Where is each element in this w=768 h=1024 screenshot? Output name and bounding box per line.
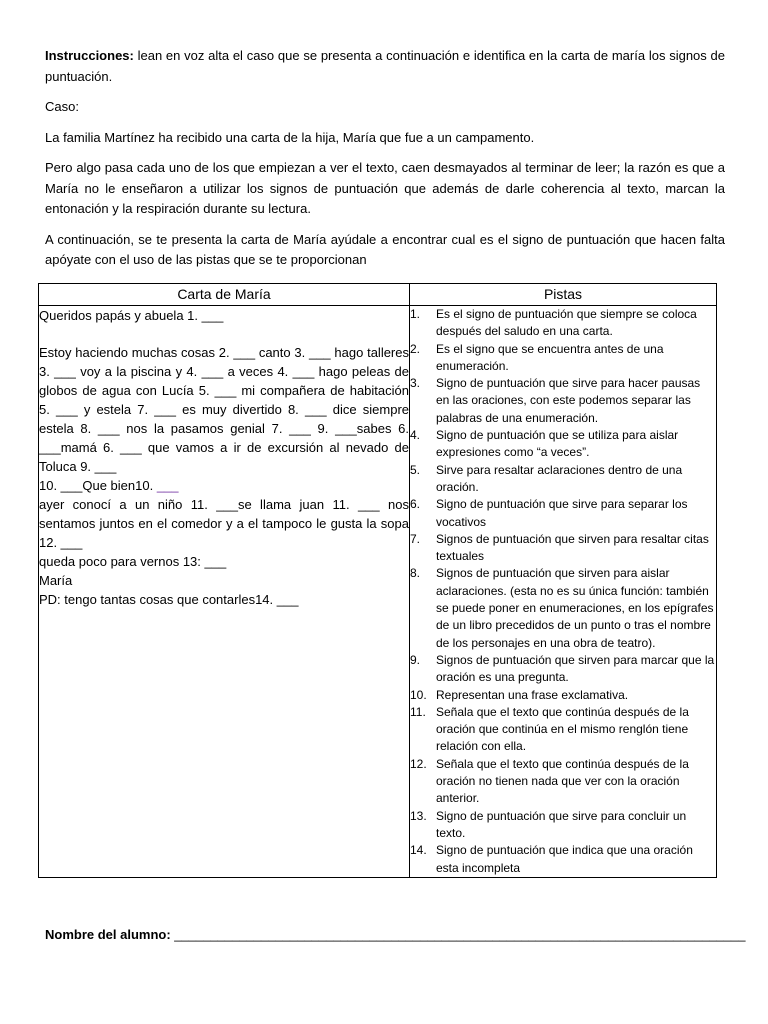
clue-text: Señala que el texto que continúa después de la oración no tienen nada que ver con la oración anterior. (436, 756, 689, 806)
letter-greeting: Queridos papás y abuela 1. ___ (39, 308, 224, 323)
letter-cell (39, 306, 410, 878)
instructions-section (45, 46, 725, 281)
clue-text: Es el signo que se encuentra antes de una enumeración. (436, 341, 664, 373)
letter-line-10 (39, 476, 409, 495)
instructions-paragraph (45, 46, 725, 87)
clue-number: 2. (410, 341, 421, 356)
letter-line-13: queda poco para vernos 13: ___ (39, 554, 227, 569)
clue-number: 3. (410, 376, 421, 391)
letter-line-10-blank: ___ (156, 478, 179, 493)
case-paragraph-1: La familia Martínez ha recibido una carta de la hija, María que fue a un campamento. (45, 129, 535, 145)
clue-item (410, 306, 716, 341)
clue-number: 5. (410, 462, 421, 477)
clue-text: Sirve para resaltar aclaraciones dentro de una oración. (436, 462, 683, 494)
student-name-field (45, 927, 745, 942)
clue-number: 13. (410, 808, 427, 823)
clue-item (410, 462, 716, 497)
clue-text: Signo de puntuación que sirve para concluir un texto. (436, 808, 687, 840)
clue-number: 6. (410, 497, 421, 512)
clue-item (410, 687, 716, 704)
clue-item (410, 427, 716, 462)
clue-item (410, 842, 716, 877)
clue-number: 4. (410, 428, 421, 443)
instructions-text: lean en voz alta el caso que se presenta a continuación e identifica en la carta de maría los signos de puntuación. (45, 48, 725, 84)
clue-text: Signo de puntuación que indica que una oración esta incompleta (436, 843, 693, 875)
clue-number: 8. (410, 566, 421, 581)
clue-text: Signos de puntuación que sirven para resaltar citas textuales (436, 531, 709, 564)
clue-text: Representan una frase exclamativa. (436, 687, 629, 702)
clue-item (410, 531, 716, 566)
letter-signature: María (39, 573, 73, 588)
clue-text: Signos de puntuación que sirven para aislar aclaraciones. (esta no es su única función: también se puede poner en enumeraciones, en los epígrafes de un libro precedidos de un punto o tras el nombre de los personajes en una obra de teatro). (436, 566, 714, 650)
clues-column-header: Pistas (410, 284, 717, 306)
clue-text: Signo de puntuación que se utiliza para aislar expresiones como “a veces”. (436, 428, 679, 460)
letter-line-11: ayer conocí a un niño 11. ___se llama juan 11. ___ nos sentamos juntos en el comedor y a el tampoco le gusta la sopa 12. ___ (39, 497, 409, 550)
case-paragraph-3: A continuación, se te presenta la carta de María ayúdale a encontrar cual es el signo de puntuación que hacen falta apóyate con el uso de las pistas que se te proporcionan (45, 231, 725, 267)
clue-number: 12. (410, 756, 427, 771)
clue-number: 9. (410, 652, 421, 667)
clue-item (410, 704, 716, 756)
student-name-label: Nombre del alumno: (45, 927, 171, 942)
case-paragraph-2: Pero algo pasa cada uno de los que empiezan a ver el texto, caen desmayados al terminar de leer; la razón es que a María no le enseñaron a utilizar los signos de puntuación que además de darle coherencia al texto, marcan la entonación y la respiración durante su lectura. (45, 160, 725, 216)
worksheet-table (38, 283, 717, 878)
clue-number: 10. (410, 687, 427, 702)
clue-text: Signo de puntuación que sirve para separar los vocativos (436, 497, 688, 529)
clue-item (410, 565, 716, 651)
clue-item (410, 756, 716, 808)
student-name-line: _______________________________________________________________________________ (170, 927, 746, 942)
clue-number: 7. (410, 531, 421, 546)
clue-text: Es el signo de puntuación que siempre se coloca después del saludo en una carta. (436, 307, 697, 339)
letter-column-header: Carta de María (39, 284, 410, 306)
clue-number: 1. (410, 307, 421, 321)
clue-item (410, 375, 716, 427)
clues-cell (410, 306, 717, 878)
clue-item (410, 341, 716, 376)
clue-text: Señala que el texto que continúa después de la oración que continúa en el mismo renglón tiene relación con ella. (436, 704, 689, 754)
caso-label: Caso: (45, 99, 79, 114)
clue-item (410, 652, 716, 687)
clue-text: Signo de puntuación que sirve para hacer pausas en las oraciones, con este podemos separar las palabras de una enumeración. (436, 376, 701, 425)
clues-list (410, 306, 716, 877)
letter-postscript: PD: tengo tantas cosas que contarles14. ___ (39, 592, 299, 607)
letter-body: Estoy haciendo muchas cosas 2. ___ canto 3. ___ hago talleres 3. ___ voy a la piscina y 4. ___ a veces 4. ___ hago peleas de globos de agua con Lucía 5. ___ mi compañera de habitación 5. ___ y estela 7. ___ es muy divertido 8. ___ dice siempre estela 8. ___ nos la pasamos genial 7. ___ 9. ___sabes 6. ___mamá 6. ___ que vamos a ir de excursión al nevado de Toluca 9. ___ (39, 345, 409, 474)
letter-line-10-text: 10. ___Que bien10. (39, 478, 157, 493)
clue-text: Signos de puntuación que sirven para marcar que la oración es una pregunta. (436, 652, 715, 685)
clue-number: 11. (410, 704, 426, 719)
clue-number: 14. (410, 843, 427, 858)
clue-item (410, 496, 716, 531)
instructions-label: Instrucciones: (45, 48, 134, 63)
clue-item (410, 808, 716, 843)
